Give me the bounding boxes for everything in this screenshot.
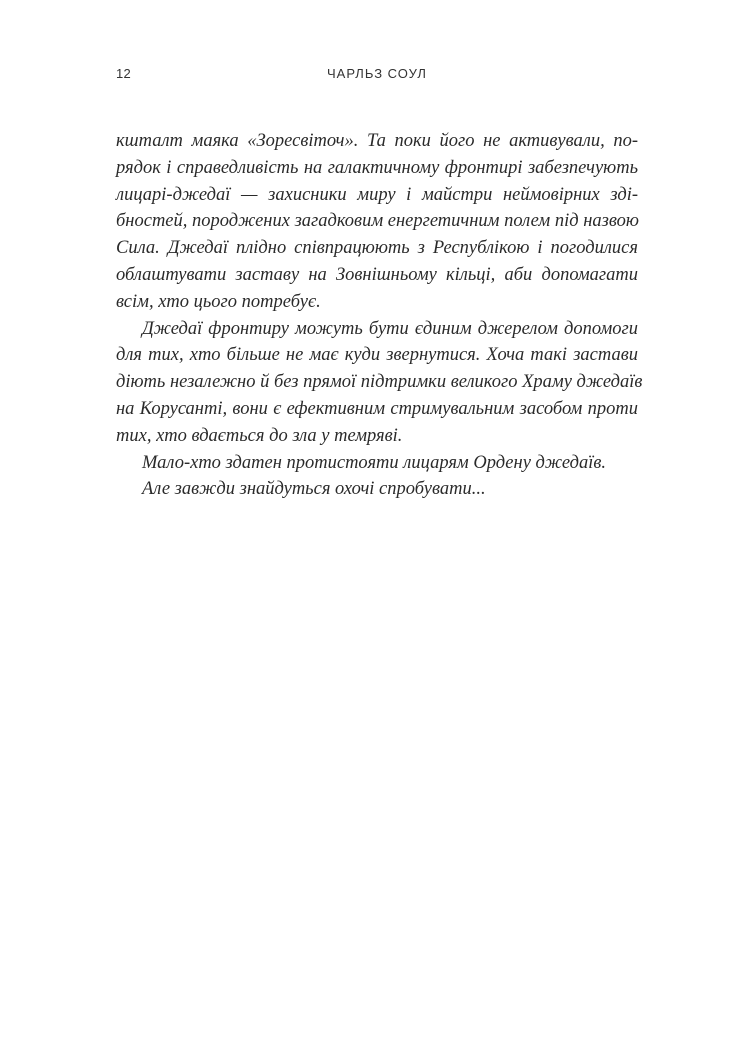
text-line: на Корусанті, вони є ефективним стримувальним засобом проти — [116, 398, 638, 419]
text-line: Мало-хто здатен протистояти лицарям Ордену джедаїв. — [142, 452, 607, 473]
text-line: тих, хто вдається до зла у темряві. — [116, 425, 403, 446]
running-head-author: ЧАРЛЬЗ СОУЛ — [327, 66, 427, 81]
text-line: Але завжди знайдуться охочі спробувати... — [142, 479, 486, 500]
text-line: Джедаї фронтиру можуть бути єдиним джерелом допомоги — [142, 318, 638, 339]
running-head — [116, 66, 638, 86]
text-line: облаштувати заставу на Зовнішньому кільці, аби допомагати — [116, 264, 638, 285]
text-line: для тих, хто більше не має куди звернутися. Хоча такі застави — [116, 345, 638, 366]
text-line: рядок і справедливість на галактичному фронтирі забезпечують — [116, 157, 638, 178]
text-line: кшталт маяка «Зоресвіточ». Та поки його не активували, по- — [116, 131, 638, 151]
text-line: лицарі-джедаї — захисники миру і майстри неймовірних зді- — [116, 184, 638, 205]
body-text — [116, 128, 643, 503]
text-line: бностей, породжених загадковим енергетичним полем під назвою — [116, 211, 639, 232]
text-line: всім, хто цього потребує. — [116, 291, 321, 312]
text-line: діють незалежно й без прямої підтримки великого Храму джедаїв — [116, 372, 643, 393]
page-number: 12 — [116, 66, 132, 81]
text-line: Сила. Джедаї плідно співпрацюють з Республікою і погодилися — [116, 238, 638, 259]
